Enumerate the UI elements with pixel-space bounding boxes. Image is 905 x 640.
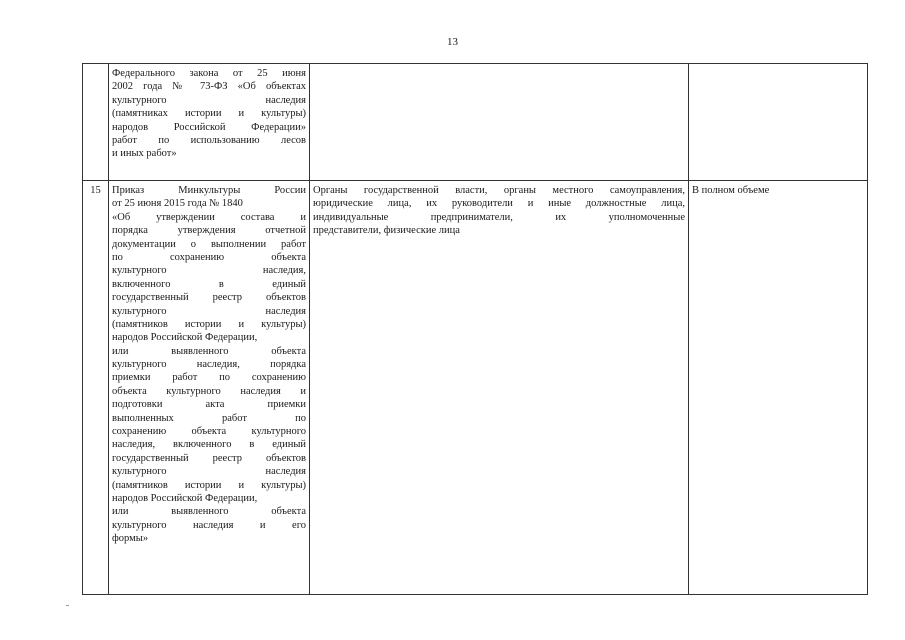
- legal-act-line: выполненных работ по: [112, 412, 306, 424]
- legal-act-line: приемки работ по сохранению: [112, 372, 306, 384]
- page-number: 13: [447, 36, 458, 48]
- legal-act-line: наследия, включенного в единый: [112, 439, 306, 451]
- requirements-table: [82, 63, 868, 595]
- legal-act-line: культурного наследия: [112, 466, 306, 478]
- legal-act-line: государственный реестр объектов: [112, 292, 306, 304]
- legal-act-line: работ по использованию лесов: [112, 134, 306, 146]
- legal-act-line: подготовки акта приемки: [112, 399, 306, 411]
- legal-act-line: включенного в единый: [112, 278, 306, 290]
- legal-act-line: по сохранению объекта: [112, 251, 306, 263]
- row-number-cell: 15: [83, 181, 109, 595]
- subjects-line: индивидуальные предприниматели, их уполномоченные: [313, 211, 685, 223]
- legal-act-line: (памятниках истории и культуры): [112, 108, 306, 120]
- legal-act-line: объекта культурного наследия и: [112, 385, 306, 397]
- subjects-line: представители, физические лица: [313, 225, 460, 237]
- subjects-line: юридические лица, их руководители и иные должностные лица,: [313, 198, 685, 210]
- legal-act-line: Приказ Минкультуры России: [112, 185, 306, 196]
- scope-cell: В полном объеме: [689, 181, 868, 595]
- table-row: [83, 64, 868, 181]
- legal-act-line: народов Российской Федерации»: [112, 121, 306, 133]
- legal-act-line: порядка утверждения отчетной: [112, 225, 306, 237]
- legal-act-line: народов Российской Федерации,: [112, 492, 258, 504]
- table-row: [83, 181, 868, 595]
- legal-act-line: от 25 июня 2015 года № 1840: [112, 198, 243, 210]
- legal-act-line: культурного наследия,: [112, 265, 306, 277]
- legal-act-line: или выявленного объекта: [112, 506, 306, 518]
- scan-artifact: [66, 605, 69, 606]
- legal-act-line: (памятников истории и культуры): [112, 479, 306, 491]
- legal-act-line: культурного наследия: [112, 94, 306, 106]
- legal-act-line: и иных работ»: [112, 148, 177, 160]
- legal-act-line: (памятников истории и культуры): [112, 318, 306, 330]
- subjects-cell: [310, 64, 689, 181]
- legal-act-line: Федерального закона от 25 июня: [112, 68, 306, 79]
- scope-cell: [689, 64, 868, 181]
- legal-act-line: культурного наследия и его: [112, 519, 306, 531]
- legal-act-cell: [109, 181, 310, 595]
- legal-act-cell: [109, 64, 310, 181]
- legal-act-line: культурного наследия, порядка: [112, 359, 306, 371]
- legal-act-line: государственный реестр объектов: [112, 452, 306, 464]
- legal-act-line: культурного наследия: [112, 305, 306, 317]
- legal-act-line: 2002 года № 73-ФЗ «Об объектах: [112, 81, 306, 93]
- legal-act-line: сохранению объекта культурного: [112, 426, 306, 438]
- subjects-cell: [310, 181, 689, 595]
- legal-act-line: документации о выполнении работ: [112, 238, 306, 250]
- legal-act-line: формы»: [112, 533, 149, 545]
- subjects-line: Органы государственной власти, органы местного самоуправления,: [313, 185, 685, 196]
- row-number-cell: [83, 64, 109, 181]
- legal-act-line: или выявленного объекта: [112, 345, 306, 357]
- legal-act-line: «Об утверждении состава и: [112, 211, 306, 223]
- legal-act-line: народов Российской Федерации,: [112, 332, 258, 344]
